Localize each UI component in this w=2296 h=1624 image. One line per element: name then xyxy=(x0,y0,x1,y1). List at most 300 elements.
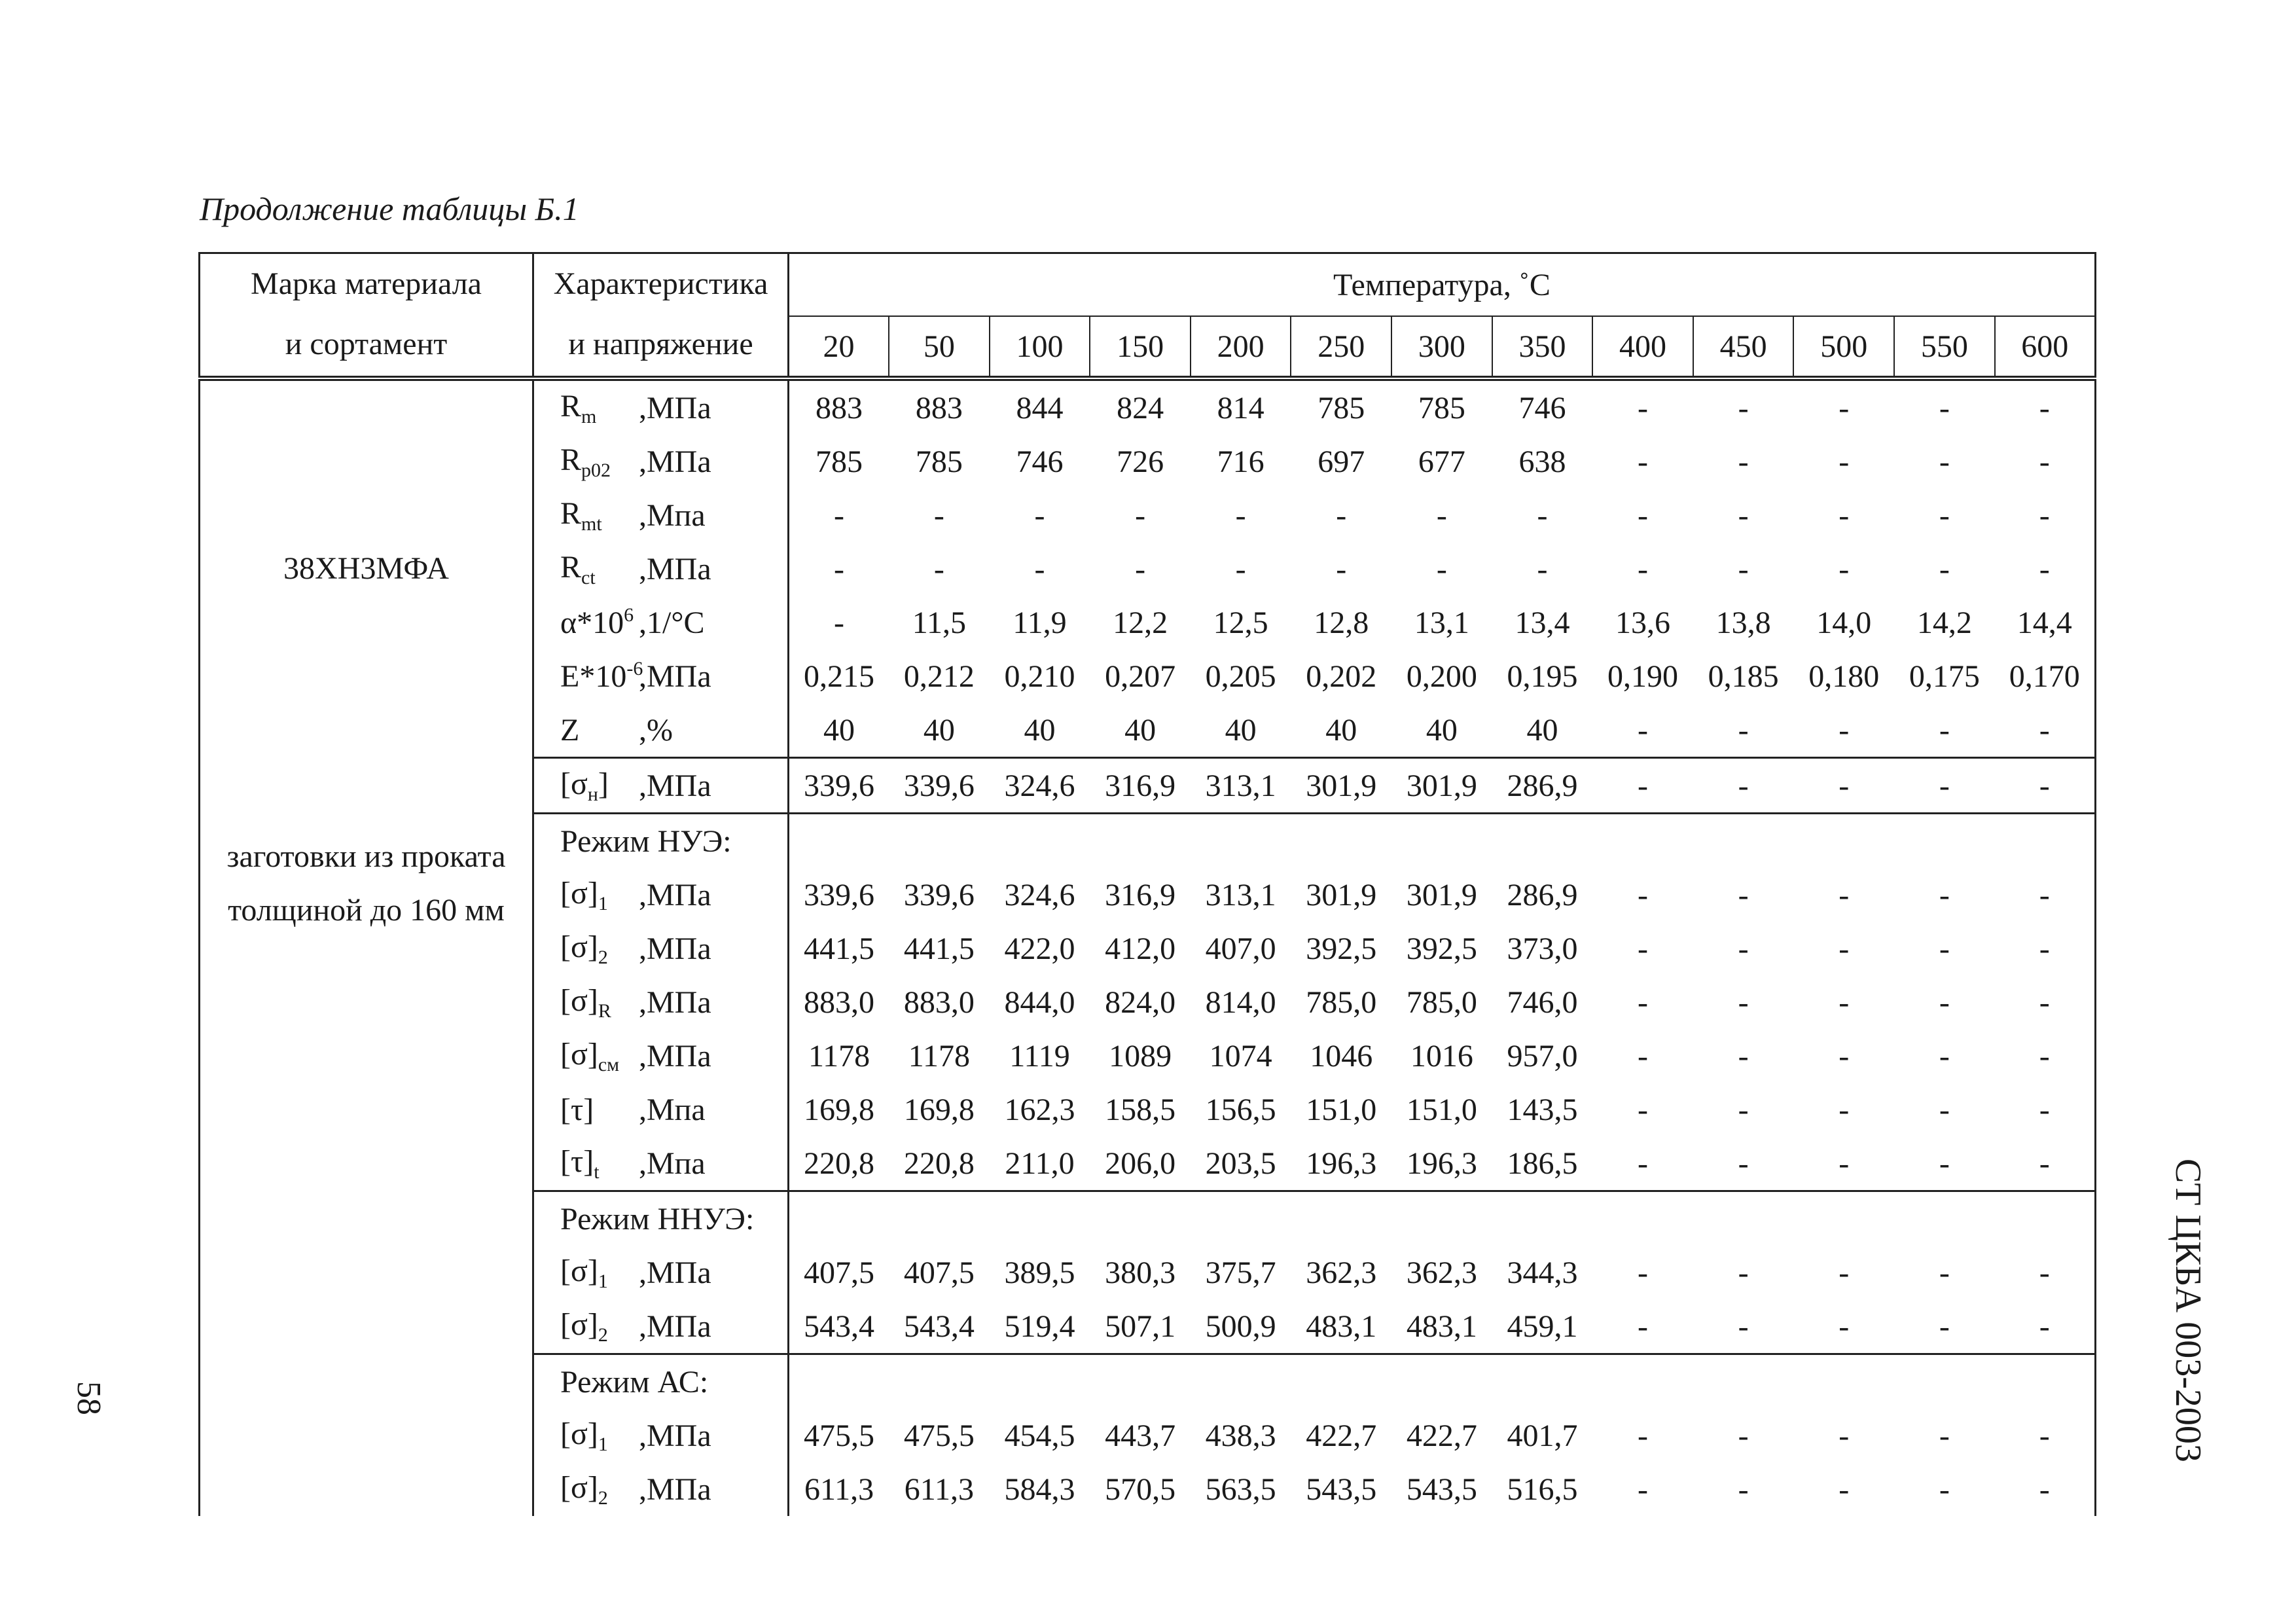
value-cell: - xyxy=(1839,444,1850,479)
value-cell: 957,0 xyxy=(1507,1038,1578,1074)
characteristic-label xyxy=(534,649,787,703)
symbol-main: α*10 xyxy=(560,605,624,640)
characteristic-symbol xyxy=(534,658,643,695)
value-cell: - xyxy=(1995,1462,2096,1516)
value-cell xyxy=(1391,814,1492,869)
value-cell: 40 xyxy=(1426,712,1458,748)
value-cell: 206,0 xyxy=(1105,1146,1176,1181)
symbol-main: [σ] xyxy=(560,1036,598,1072)
value-cell: 392,5 xyxy=(1406,931,1477,966)
value-cell: 716 xyxy=(1217,444,1265,479)
value-cell: 438,3 xyxy=(1205,1418,1276,1453)
value-cell: 196,3 xyxy=(1406,1146,1477,1181)
value-cell: 611,3 xyxy=(804,1471,874,1507)
characteristic-unit: ,МПа xyxy=(639,931,711,966)
value-cell: - xyxy=(1436,497,1447,533)
header-temp-300: 300 xyxy=(1391,316,1492,378)
value-cell xyxy=(1090,1191,1191,1246)
value-cell: - xyxy=(1336,551,1347,586)
value-cell: - xyxy=(1939,1038,1950,1074)
characteristic-label xyxy=(534,1136,787,1190)
value-cell: - xyxy=(1939,1418,1950,1453)
value-cell: 844,0 xyxy=(1004,984,1075,1020)
value-cell: 13,1 xyxy=(1414,605,1469,640)
header-temp-450: 450 xyxy=(1693,316,1794,378)
value-cell: 380,3 xyxy=(1105,1255,1176,1290)
mode-title: Режим ННУЭ: xyxy=(560,1201,755,1236)
value-cell: 611,3 xyxy=(904,1471,974,1507)
header-temp-500: 500 xyxy=(1793,316,1894,378)
characteristic-label xyxy=(534,1192,787,1246)
value-cell: - xyxy=(1738,1418,1749,1453)
value-cell: 220,8 xyxy=(903,1146,975,1181)
value-cell xyxy=(889,1191,990,1246)
symbol-subscript: см xyxy=(598,1053,620,1075)
value-cell xyxy=(1894,814,1995,869)
value-cell: 1119 xyxy=(1009,1038,1070,1074)
characteristic-symbol xyxy=(534,1307,639,1346)
header-temp-50: 50 xyxy=(889,316,990,378)
value-cell xyxy=(1894,1354,1995,1409)
characteristic-symbol xyxy=(534,442,639,482)
value-cell xyxy=(1090,1354,1191,1409)
mode-title: Режим НУЭ: xyxy=(560,823,732,859)
value-cell: 11,9 xyxy=(1013,605,1067,640)
header-char-line2: и напряжение xyxy=(568,327,753,361)
characteristic-cell xyxy=(533,542,789,596)
symbol-subscript: 1 xyxy=(598,1270,608,1292)
table-caption: Продолжение таблицы Б.1 xyxy=(200,190,579,227)
value-cell: 407,0 xyxy=(1205,931,1276,966)
header-material xyxy=(200,253,533,379)
characteristic-label xyxy=(534,1355,787,1409)
characteristic-symbol xyxy=(534,983,639,1022)
characteristic-cell xyxy=(533,1136,789,1191)
symbol-main: [σ] xyxy=(560,1307,598,1342)
value-cell: - xyxy=(1939,712,1950,748)
value-cell: 0,175 xyxy=(1909,659,1980,694)
value-cell: 389,5 xyxy=(1004,1255,1075,1290)
value-cell: 785,0 xyxy=(1306,984,1377,1020)
symbol-superscript: -6 xyxy=(626,658,643,679)
value-cell: - xyxy=(1839,1308,1850,1344)
value-cell: - xyxy=(1135,551,1146,586)
value-cell xyxy=(1090,814,1191,869)
characteristic-cell xyxy=(533,1191,789,1246)
value-cell xyxy=(1191,1354,1291,1409)
value-cell: 316,9 xyxy=(1105,877,1176,912)
properties-table-frame xyxy=(198,252,2094,1525)
value-cell: - xyxy=(1638,1092,1649,1127)
characteristic-symbol xyxy=(534,549,639,589)
symbol-subscript: p02 xyxy=(581,459,611,481)
symbol-subscript: mt xyxy=(581,513,602,535)
value-cell: 203,5 xyxy=(1205,1146,1276,1181)
characteristic-symbol xyxy=(534,1036,639,1076)
value-cell: 454,5 xyxy=(1004,1418,1075,1453)
symbol-main: R xyxy=(560,442,582,477)
value-cell: 196,3 xyxy=(1306,1146,1377,1181)
value-cell: - xyxy=(1638,1418,1649,1453)
value-cell xyxy=(990,1354,1090,1409)
value-cell: 726 xyxy=(1117,444,1164,479)
value-cell: 785 xyxy=(1291,378,1391,435)
material-cell xyxy=(200,378,533,1516)
characteristic-cell xyxy=(533,435,789,488)
characteristic-symbol xyxy=(534,712,639,748)
value-cell: 344,3 xyxy=(1507,1255,1578,1290)
value-cell: 324,6 xyxy=(1004,877,1075,912)
characteristic-cell xyxy=(533,1029,789,1083)
value-cell: - xyxy=(1839,877,1850,912)
value-cell: - xyxy=(1793,378,1894,435)
value-cell: - xyxy=(1939,1146,1950,1181)
value-cell: 443,7 xyxy=(1105,1418,1176,1453)
characteristic-symbol xyxy=(534,875,639,915)
value-cell: 475,5 xyxy=(804,1418,875,1453)
value-cell: 13,8 xyxy=(1715,605,1771,640)
value-cell: - xyxy=(1839,551,1850,586)
value-cell: 543,5 xyxy=(1306,1471,1377,1507)
symbol-main: R xyxy=(560,549,582,585)
value-cell: - xyxy=(1738,551,1749,586)
value-cell: - xyxy=(1995,758,2096,814)
value-cell: 13,6 xyxy=(1615,605,1671,640)
characteristic-label xyxy=(534,1409,787,1462)
value-cell: 151,0 xyxy=(1406,1092,1477,1127)
value-cell: - xyxy=(1738,1255,1749,1290)
value-cell: - xyxy=(1995,542,2096,596)
value-cell xyxy=(1793,1191,1894,1246)
value-cell: 40 xyxy=(1124,712,1157,748)
value-cell xyxy=(1995,1191,2096,1246)
characteristic-symbol xyxy=(534,1092,639,1128)
value-cell: - xyxy=(1995,1083,2096,1136)
value-cell xyxy=(889,1354,990,1409)
value-cell: 301,9 xyxy=(1406,877,1477,912)
value-cell: 14,4 xyxy=(1995,596,2096,649)
value-cell xyxy=(1793,814,1894,869)
value-cell: - xyxy=(1738,1146,1749,1181)
value-cell: - xyxy=(1738,497,1749,533)
symbol-subscript: 1 xyxy=(598,1433,608,1455)
value-cell: 375,7 xyxy=(1205,1255,1276,1290)
value-cell: 0,190 xyxy=(1607,659,1679,694)
value-cell: - xyxy=(1839,1471,1850,1507)
value-cell: 543,5 xyxy=(1406,1471,1477,1507)
value-cell: - xyxy=(1839,1146,1850,1181)
value-cell: 286,9 xyxy=(1507,877,1578,912)
symbol-main: [σ] xyxy=(560,875,598,911)
characteristic-unit: ,% xyxy=(639,712,673,748)
value-cell: - xyxy=(1738,1092,1749,1127)
value-cell: - xyxy=(1894,758,1995,814)
value-cell: - xyxy=(1939,877,1950,912)
value-cell: - xyxy=(1939,551,1950,586)
header-temperature: Температура, ˚С xyxy=(789,253,2096,317)
value-cell: 1016 xyxy=(1410,1038,1473,1074)
symbol-main: R xyxy=(560,496,582,531)
value-cell: 1089 xyxy=(1109,1038,1172,1074)
header-material-line2: и сортамент xyxy=(285,327,448,361)
header-material-line1: Марка материала xyxy=(251,266,482,301)
value-cell: 143,5 xyxy=(1507,1092,1578,1127)
characteristic-cell xyxy=(533,703,789,758)
characteristic-unit: ,МПа xyxy=(639,1308,711,1344)
characteristic-cell xyxy=(533,378,789,435)
characteristic-symbol xyxy=(534,1253,639,1293)
value-cell: - xyxy=(933,497,944,533)
value-cell xyxy=(1191,1191,1291,1246)
characteristic-symbol xyxy=(534,1144,639,1183)
value-cell: 844 xyxy=(990,378,1090,435)
value-cell: 677 xyxy=(1418,444,1465,479)
characteristic-label xyxy=(534,759,787,812)
value-cell: - xyxy=(1995,922,2096,975)
value-cell: 475,5 xyxy=(903,1418,975,1453)
symbol-subscript: 2 xyxy=(598,1487,608,1509)
symbol-main: [σ] xyxy=(560,929,598,964)
value-cell: - xyxy=(1939,1092,1950,1127)
characteristic-cell xyxy=(533,758,789,814)
value-cell: - xyxy=(1995,488,2096,542)
value-cell: 697 xyxy=(1318,444,1365,479)
header-temp-200: 200 xyxy=(1191,316,1291,378)
mode-title: Режим АС: xyxy=(560,1364,709,1399)
value-cell xyxy=(1191,814,1291,869)
value-cell: - xyxy=(1592,378,1693,435)
value-cell: 814,0 xyxy=(1205,984,1276,1020)
characteristic-label xyxy=(534,922,787,975)
characteristic-unit: ,МПа xyxy=(639,1038,711,1074)
value-cell: - xyxy=(1738,712,1749,748)
value-cell: 785 xyxy=(915,444,963,479)
characteristic-unit: ,МПа xyxy=(639,390,711,425)
value-cell: 158,5 xyxy=(1105,1092,1176,1127)
value-cell: 422,0 xyxy=(1004,931,1075,966)
symbol-main: [τ] xyxy=(560,1092,594,1127)
value-cell xyxy=(1894,1191,1995,1246)
value-cell: - xyxy=(1738,444,1749,479)
symbol-subscript: 2 xyxy=(598,946,608,968)
value-cell: - xyxy=(1638,1146,1649,1181)
value-cell: 14,0 xyxy=(1816,605,1872,640)
value-cell: 401,7 xyxy=(1507,1418,1578,1453)
characteristic-label xyxy=(534,542,787,596)
value-cell: 0,210 xyxy=(1004,659,1075,694)
value-cell: 412,0 xyxy=(1105,931,1176,966)
header-row-1 xyxy=(200,253,2096,317)
value-cell: - xyxy=(1939,1255,1950,1290)
value-cell: - xyxy=(1995,1409,2096,1462)
value-cell: 883,0 xyxy=(804,984,875,1020)
value-cell: - xyxy=(1995,378,2096,435)
value-cell: - xyxy=(1638,551,1649,586)
value-cell: - xyxy=(1537,497,1548,533)
header-temp-100: 100 xyxy=(990,316,1090,378)
value-cell: - xyxy=(1738,931,1749,966)
value-cell: 362,3 xyxy=(1306,1255,1377,1290)
characteristic-unit: ,Мпа xyxy=(639,1092,706,1127)
value-cell: 1046 xyxy=(1310,1038,1373,1074)
value-cell xyxy=(1592,1354,1693,1409)
value-cell: - xyxy=(1034,497,1045,533)
value-cell: 563,5 xyxy=(1205,1471,1276,1507)
value-cell xyxy=(1693,814,1794,869)
value-cell: 407,5 xyxy=(804,1255,875,1290)
characteristic-symbol xyxy=(534,388,639,428)
value-cell: 0,212 xyxy=(903,659,975,694)
value-cell: 483,1 xyxy=(1306,1308,1377,1344)
value-cell: - xyxy=(834,497,845,533)
symbol-main: [σ] xyxy=(560,1470,598,1505)
value-cell: - xyxy=(834,551,845,586)
value-cell xyxy=(1995,1354,2096,1409)
value-cell: 339,6 xyxy=(903,877,975,912)
value-cell: - xyxy=(933,551,944,586)
value-cell: 1074 xyxy=(1209,1038,1272,1074)
value-cell: 543,4 xyxy=(804,1308,875,1344)
value-cell: 169,8 xyxy=(804,1092,875,1127)
characteristic-cell xyxy=(533,1462,789,1516)
value-cell: - xyxy=(1537,551,1548,586)
characteristic-cell xyxy=(533,1083,789,1136)
value-cell: 814 xyxy=(1191,378,1291,435)
characteristic-label xyxy=(534,381,787,435)
characteristic-cell xyxy=(533,975,789,1029)
characteristic-label xyxy=(534,1029,787,1083)
value-cell: 13,4 xyxy=(1515,605,1570,640)
characteristic-unit: ,МПа xyxy=(639,768,711,803)
characteristic-symbol xyxy=(534,929,639,969)
value-cell: - xyxy=(1839,984,1850,1020)
value-cell: 883,0 xyxy=(903,984,975,1020)
value-cell: 543,4 xyxy=(903,1308,975,1344)
value-cell: - xyxy=(1638,1255,1649,1290)
characteristic-label xyxy=(534,814,787,868)
value-cell: 0,185 xyxy=(1708,659,1779,694)
standard-code: СТ ЦКБА 003-2003 xyxy=(2168,1159,2208,1462)
header-char-line1: Характеристика xyxy=(553,266,768,301)
material-sortament-line2: толщиной до 160 мм xyxy=(228,893,505,928)
value-cell: 156,5 xyxy=(1205,1092,1276,1127)
value-cell: 313,1 xyxy=(1205,877,1276,912)
value-cell: 339,6 xyxy=(889,758,990,814)
value-cell: 301,9 xyxy=(1291,758,1391,814)
value-cell xyxy=(789,814,889,869)
value-cell: - xyxy=(1939,931,1950,966)
value-cell: 570,5 xyxy=(1105,1471,1176,1507)
value-cell: 40 xyxy=(1225,712,1257,748)
value-cell: 392,5 xyxy=(1306,931,1377,966)
value-cell: - xyxy=(1738,1038,1749,1074)
value-cell: 507,1 xyxy=(1105,1308,1176,1344)
characteristic-cell xyxy=(533,1409,789,1462)
characteristic-label xyxy=(534,1299,787,1353)
value-cell: - xyxy=(1839,712,1850,748)
symbol-main: [σ] xyxy=(560,1416,598,1451)
symbol-subscript: t xyxy=(594,1161,600,1183)
header-temp-600: 600 xyxy=(1995,316,2096,378)
value-cell: - xyxy=(1995,1136,2096,1191)
characteristic-cell xyxy=(533,868,789,922)
symbol-subscript: 1 xyxy=(598,892,608,914)
characteristic-cell xyxy=(533,1354,789,1409)
symbol-main: E*10 xyxy=(560,659,627,694)
value-cell: 0,170 xyxy=(1995,649,2096,703)
value-cell xyxy=(1391,1354,1492,1409)
characteristic-cell xyxy=(533,922,789,975)
value-cell: 301,9 xyxy=(1391,758,1492,814)
characteristic-unit: ,Мпа xyxy=(639,1146,706,1181)
value-cell: 1178 xyxy=(808,1038,870,1074)
value-cell: 883 xyxy=(789,378,889,435)
value-cell: 220,8 xyxy=(804,1146,875,1181)
value-cell: - xyxy=(1995,868,2096,922)
characteristic-cell xyxy=(533,814,789,869)
material-spacer xyxy=(200,596,532,830)
value-cell: - xyxy=(1638,712,1649,748)
characteristic-label xyxy=(534,868,787,922)
value-cell xyxy=(1391,1191,1492,1246)
characteristic-cell xyxy=(533,596,789,649)
value-cell: 40 xyxy=(1526,712,1558,748)
value-cell: 483,1 xyxy=(1406,1308,1477,1344)
value-cell: - xyxy=(1235,551,1246,586)
value-cell: 11,5 xyxy=(912,605,966,640)
value-cell: 883 xyxy=(889,378,990,435)
characteristic-symbol xyxy=(534,766,639,806)
material-name: 38ХН3МФА xyxy=(283,551,449,586)
value-cell: 14,2 xyxy=(1916,605,1972,640)
value-cell: 422,7 xyxy=(1406,1418,1477,1453)
value-cell: 0,200 xyxy=(1406,659,1477,694)
characteristic-symbol xyxy=(534,496,639,535)
value-cell: 169,8 xyxy=(903,1092,975,1127)
value-cell: 211,0 xyxy=(1005,1146,1075,1181)
value-cell: 0,202 xyxy=(1306,659,1377,694)
value-cell: 339,6 xyxy=(789,758,889,814)
characteristic-symbol xyxy=(534,1416,639,1456)
value-cell: - xyxy=(1995,703,2096,758)
characteristic-cell xyxy=(533,1246,789,1299)
header-characteristic xyxy=(533,253,789,379)
symbol-subscript: ct xyxy=(581,566,596,588)
value-cell: 824 xyxy=(1090,378,1191,435)
value-cell: 746,0 xyxy=(1507,984,1578,1020)
value-cell: 12,5 xyxy=(1213,605,1268,640)
value-cell xyxy=(889,814,990,869)
table-body xyxy=(200,378,2096,1516)
value-cell: - xyxy=(1638,1471,1649,1507)
characteristic-symbol xyxy=(534,1470,639,1509)
value-cell: - xyxy=(1693,378,1794,435)
characteristic-label xyxy=(534,596,787,649)
symbol-main: Z xyxy=(560,712,580,748)
value-cell: - xyxy=(1738,1308,1749,1344)
characteristic-symbol xyxy=(534,604,639,641)
value-cell xyxy=(1492,1354,1593,1409)
value-cell: - xyxy=(1793,758,1894,814)
value-cell: 519,4 xyxy=(1004,1308,1075,1344)
data-row xyxy=(200,378,2096,435)
symbol-subscript: 2 xyxy=(598,1324,608,1346)
value-cell: - xyxy=(1939,444,1950,479)
value-cell: 407,5 xyxy=(903,1255,975,1290)
characteristic-cell xyxy=(533,1299,789,1354)
value-cell xyxy=(990,1191,1090,1246)
value-cell: 40 xyxy=(823,712,855,748)
